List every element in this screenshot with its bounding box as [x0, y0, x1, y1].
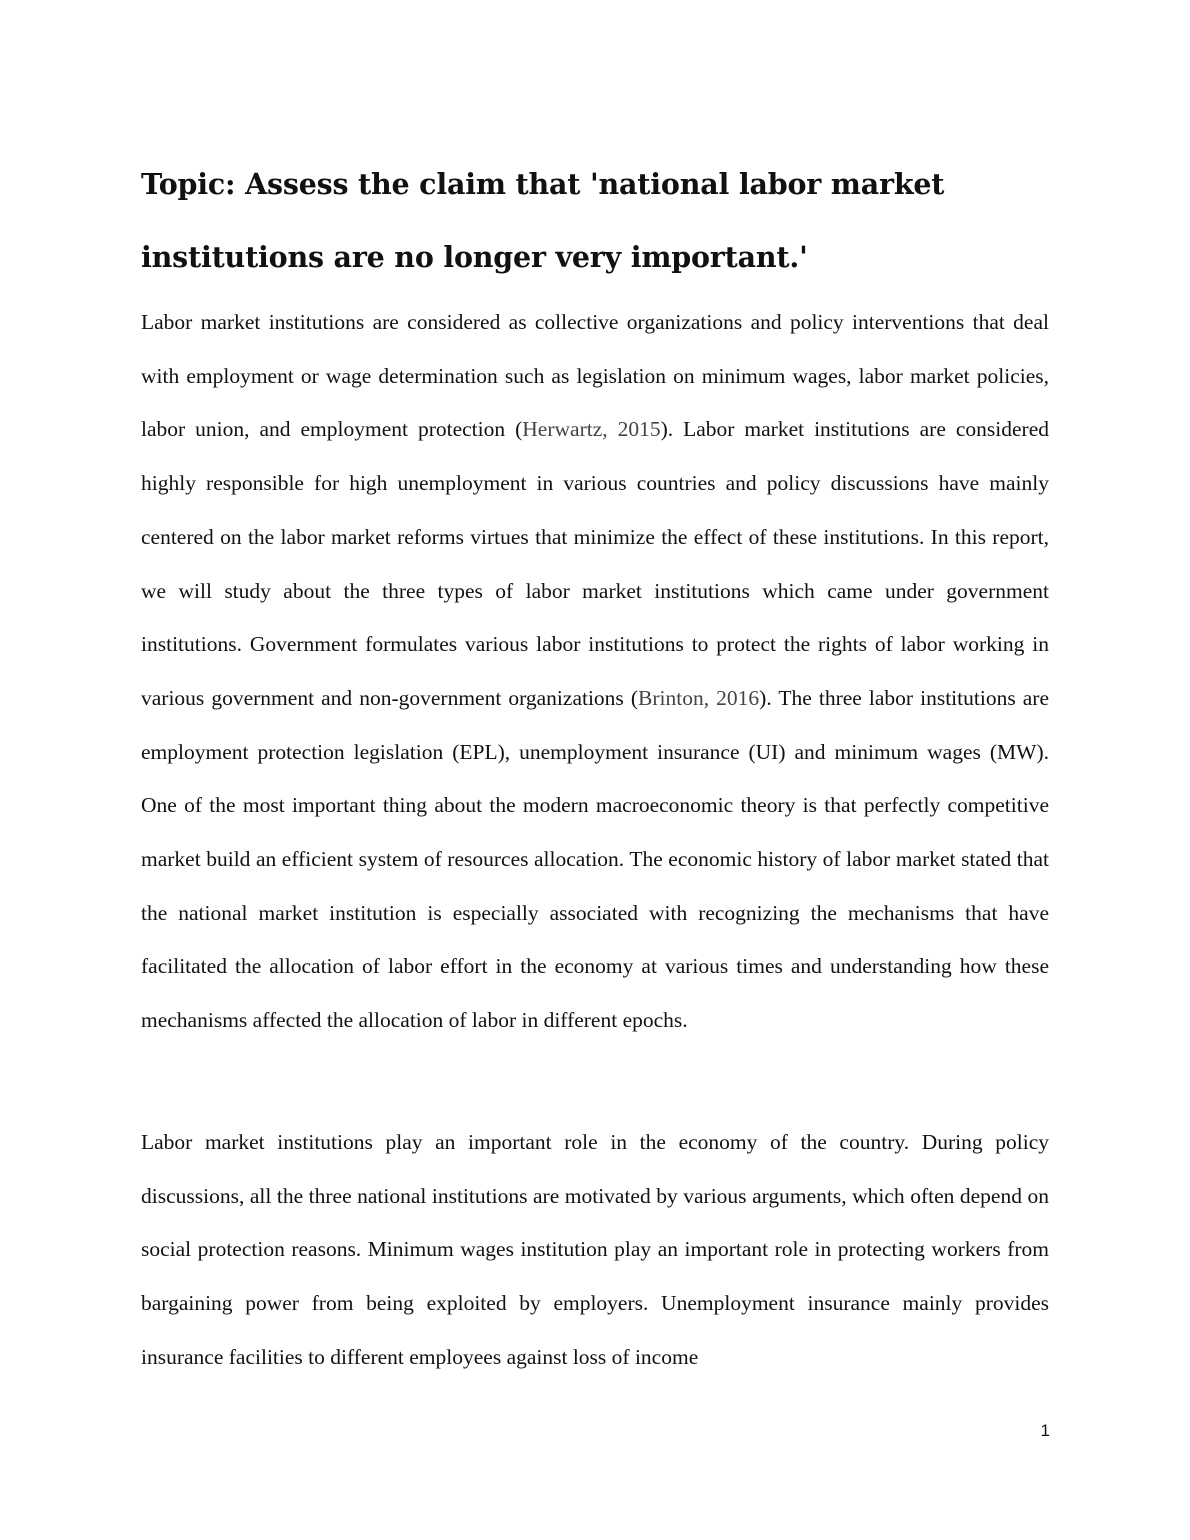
paragraph-1: [141, 296, 1049, 1048]
paragraph-1-text-c: ). The three labor institutions are employment protection legislation (EPL), unemployment insurance (UI) and minimum wages (MW). One of the most important thing about the modern macroeconomic theory is that perfectly competitive market build an efficient system of resources allocation. The economic history of labor market stated that the national market institution is especially associated with recognizing the mechanisms that have facilitated the allocation of labor effort in the economy at various times and understanding how these mechanisms affected the allocation of labor in different epochs.: [141, 685, 1049, 1033]
page-number: 1: [1040, 1421, 1050, 1440]
paragraph-2: Labor market institutions play an important role in the economy of the country. During policy discussions, all the three national institutions are motivated by various arguments, which often depend on social protection reasons. Minimum wages institution play an important role in protecting workers from bargaining power from being exploited by employers. Unemployment insurance mainly provides insurance facilities to different employees against loss of income: [141, 1130, 1049, 1369]
citation-brinton: Brinton, 2016: [638, 685, 760, 710]
paragraph-1-text-a: Labor market institutions are considered as collective organizations and policy interventions that deal with employment or wage determination such as legislation on minimum wages, labor market policies, labor union, and employment protection (: [141, 310, 1049, 442]
citation-herwartz: Herwartz, 2015: [522, 417, 661, 442]
paragraph-1-text-b: ). Labor market institutions are considered highly responsible for high unemployment in various countries and policy discussions have mainly centered on the labor market reforms virtues that minimize the effect of these institutions. In this report, we will study about the three types of labor market institutions which came under government institutions. Government formulates various labor institutions to protect the rights of labor working in various government and non-government organizations (: [141, 417, 1049, 710]
document-title: Topic: Assess the claim that 'national labor market institutions are no longer very important.': [141, 167, 945, 274]
